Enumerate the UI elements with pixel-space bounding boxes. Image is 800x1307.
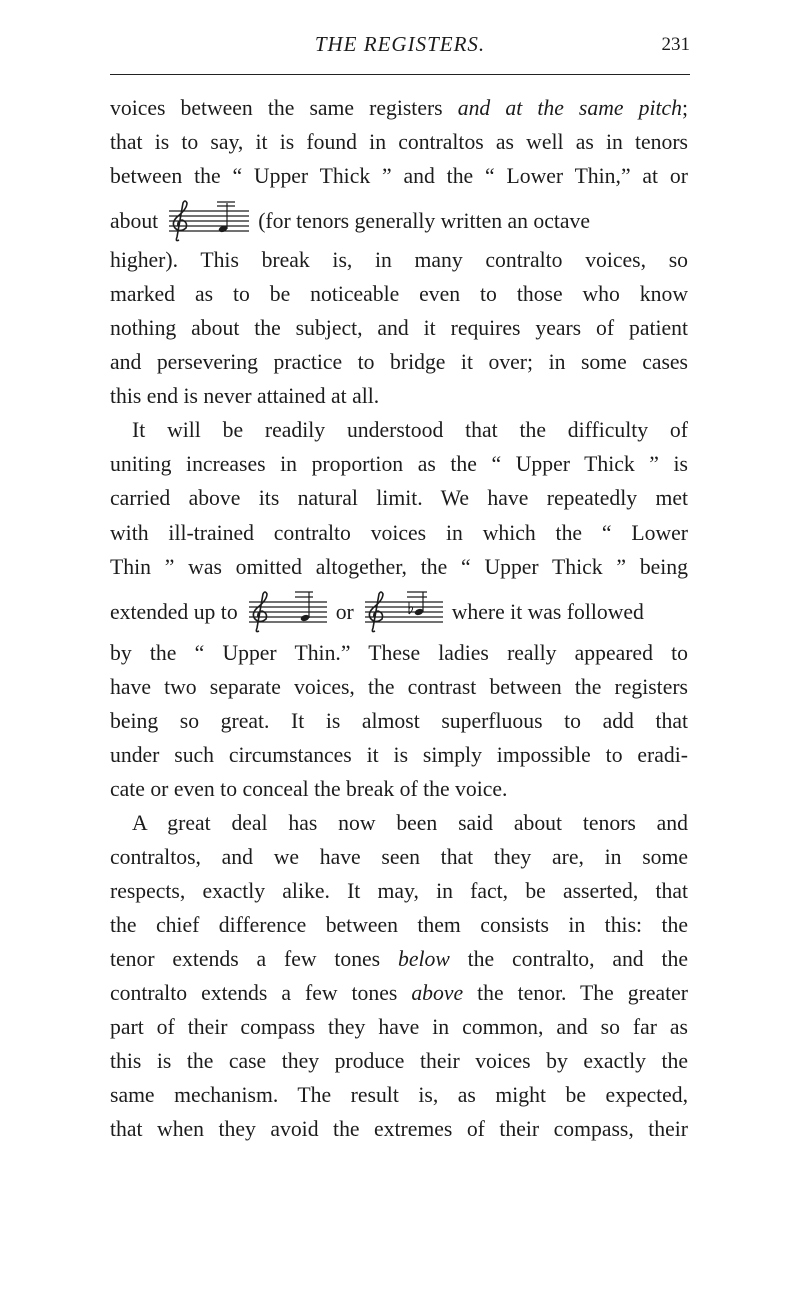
text-line: tenor extends a few tones below the contralto, and the (110, 947, 689, 972)
text-line: marked as to be noticeable even to those who know (110, 282, 688, 307)
text-line: that is to say, it is found in contraltos as well as in tenors (110, 130, 688, 155)
text-line: that when they avoid the extremes of their compass, their (110, 1117, 688, 1142)
text-line: the chief difference between them consists in this: the (110, 912, 688, 937)
text-line: nothing about the subject, and it requires years of patient (110, 316, 688, 341)
text-line: carried above its natural limit. We have repeatedly met (110, 486, 688, 511)
emphasis: below (397, 947, 450, 972)
body-text (110, 91, 688, 1146)
running-title: THE REGISTERS. (314, 32, 486, 56)
text-line: higher). This break is, in many contralto voices, so (110, 248, 688, 273)
text-line: Thin ” was omitted altogether, the “ Upper Thick ” being (110, 554, 688, 579)
text-line: have two separate voices, the contrast between the registers (110, 674, 688, 699)
text-line: cate or even to conceal the break of the voice. (110, 776, 508, 801)
paragraph-3 (110, 806, 688, 1146)
text-line: this is the case they produce their voices by exactly the (110, 1049, 688, 1074)
emphasis: above (411, 981, 464, 1006)
music-staff-icon (361, 588, 445, 636)
text-line: and persevering practice to bridge it over; in some cases (110, 350, 688, 375)
text-line: uniting increases in proportion as the “ Upper Thick ” is (110, 452, 688, 477)
text-line: respects, exactly alike. It may, in fact, be asserted, that (110, 878, 688, 903)
music-staff-icon (165, 197, 251, 245)
page-number: 231 (661, 34, 690, 55)
text-line: A great deal has now been said about tenors and (132, 810, 688, 835)
text-line: this end is never attained at all. (110, 384, 380, 409)
paragraph-2 (110, 413, 688, 805)
text-line: contraltos, and we have seen that they are, in some (110, 844, 688, 869)
paragraph-1 (110, 91, 688, 413)
emphasis: and at the same pitch (457, 96, 682, 120)
text-line: contralto extends a few tones above the tenor. The greater (110, 981, 688, 1006)
text-line-with-staff: about (for tenors generally written an octave (110, 199, 688, 243)
text-line: being so great. It is almost superfluous to add that (110, 708, 688, 733)
text-line: by the “ Upper Thin.” These ladies really appeared to (110, 640, 688, 665)
text-line: voices between the same registers and at the same pitch; (110, 96, 688, 120)
text-line: with ill-trained contralto voices in which the “ Lower (110, 520, 688, 545)
text-line: same mechanism. The result is, as might be expected, (110, 1083, 688, 1108)
text-line: between the “ Upper Thick ” and the “ Lower Thin,” at or (110, 164, 688, 189)
music-staff-icon (245, 588, 329, 636)
text-line-with-staves: extended up to or where it was followed (110, 590, 688, 634)
page-header (110, 30, 690, 75)
text-line: part of their compass they have in common, and so far as (110, 1015, 688, 1040)
text-line: It will be readily understood that the difficulty of (132, 418, 688, 443)
text-line: under such circumstances it is simply impossible to eradi- (110, 742, 688, 767)
